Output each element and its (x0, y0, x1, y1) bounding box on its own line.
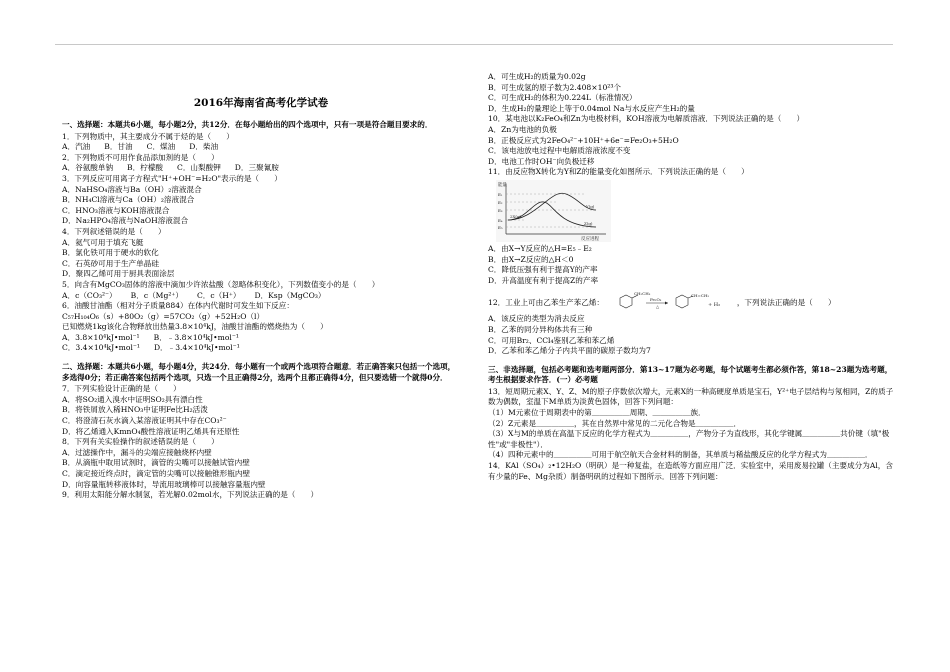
label-e5: E₅ (498, 224, 503, 230)
q7-option-a: A．将SO₂通入溴水中证明SO₂具有漂白性 (62, 394, 203, 404)
q12-prefix: 12．工业上可由乙苯生产苯乙烯： (488, 298, 604, 308)
label-y: Y(g) (586, 203, 595, 209)
q13-part-2: （2）Z元素是＿＿＿＿＿，其在自然界中常见的二元化合物是＿＿＿＿＿． (488, 418, 742, 428)
q4-option-d: D．聚四乙烯可用于厨具表面涂层 (62, 269, 175, 279)
section-2-heading: 二、选择题：本题共6小题，每小题4分，共24分．每小题有一个或两个选项符合题意．若正确答案只包括一个选项，多选得0分；若正确答案包括两个选项，只选一个且正确得2分，选两个且都正确得4分，但只要选错一个就得0分． (62, 362, 456, 382)
q10-option-c: C．该电池放电过程中电解质溶液浓度不变 (488, 146, 631, 156)
q6-equation: C₅₇H₁₀₄O₆（s）+80O₂（g）=57CO₂（g）+52H₂O（l） (62, 311, 265, 321)
q8-option-b: B．从滴瓶中取用试剂时，滴管的尖嘴可以接触试管内壁 (62, 458, 250, 468)
q6-option-d: D．﹣3.4×10⁴kJ•mol⁻¹ (153, 343, 240, 353)
q12-option-d: D．乙苯和苯乙烯分子内共平面的碳原子数均为7 (488, 346, 651, 356)
question-2-options (62, 163, 460, 174)
question-13: 13．短周期元素X、Y、Z、M的原子序数依次增大，元素X的一种高硬度单质是宝石，Y²⁺电子层结构与氖相同，Z的质子数为偶数，室温下M单质为淡黄色固体，回答下列问题： (488, 386, 894, 407)
q9-option-b: B．可生成氢的原子数为2.408×10²³个 (488, 82, 621, 92)
benzene-ring-icon (676, 295, 688, 308)
question-5-options (62, 291, 460, 302)
energy-diagram (496, 180, 611, 242)
benzene-ring-icon (620, 295, 632, 308)
question-14: 14．KAl（SO₄）₂•12H₂O（明矾）是一种复盐，在造纸等方面应用广泛．实验室中，采用废易拉罐（主要成分为Al，含有少量的Fe、Mg杂质）制备明矾的过程如下图所示．回答下列问题： (488, 461, 893, 481)
q2-option-b: B．柠檬酸 (127, 163, 164, 173)
label-e2: E₂ (498, 199, 503, 205)
q2-option-a: A．谷氨酸单钠 (62, 163, 114, 173)
q5-option-c: C．c（H⁺） (196, 290, 241, 300)
progress-axis-label: 反应进程 (581, 236, 599, 242)
vinyl-group: CH=CH₂ (691, 293, 710, 299)
q4-option-a: A．氦气可用于填充飞艇 (62, 237, 144, 247)
question-8: 8．下列有关实验操作的叙述错误的是（ ） (62, 437, 219, 447)
q10-option-a: A．Zn为电池的负极 (488, 124, 557, 134)
left-column (62, 96, 460, 501)
q6-text: 已知燃烧1kg该化合物释放出热量3.8×10⁴kJ，油酸甘油酯的燃烧热为（ ） (62, 322, 328, 332)
label-e1: E₁ (498, 191, 503, 197)
energy-axis-label: 能量 (498, 182, 507, 188)
q5-option-a: A．c（CO₃²⁻） (62, 290, 117, 300)
q12-suffix: ，下列说法正确的是（ ） (736, 298, 836, 308)
q11-option-d: D．升高温度有利于提高Z的产率 (488, 275, 599, 285)
q4-option-b: B．氯化铁可用于硬水的软化 (62, 248, 159, 258)
hydrogen-product: + H₂ (708, 302, 721, 309)
q1-option-d: D．柴油 (189, 142, 219, 152)
q12-option-b: B．乙苯的同分异构体共有三种 (488, 324, 593, 334)
exam-title: 2016年海南省高考化学试卷 (193, 97, 329, 109)
question-2: 2．下列物质不可用作食品添加剂的是（ ） (62, 152, 219, 162)
label-2x: 2X(g) (510, 213, 522, 219)
question-6-options-row2 (62, 343, 460, 354)
catalyst-label: Fe₂O₃ (650, 297, 662, 303)
q8-option-c: C．滴定接近终点时，滴定管的尖嘴可以接触锥形瓶内壁 (62, 469, 251, 478)
question-1: 1．下列物质中，其主要成分不属于烃的是（ ） (62, 131, 234, 141)
ethyl-group: CH₂CH₃ (634, 292, 651, 297)
reaction-scheme (610, 292, 730, 314)
question-6: 6．油酸甘油酯（相对分子质量884）在体内代谢时可发生如下反应： (62, 301, 294, 311)
q1-option-a: A．汽油 (62, 142, 91, 152)
question-10: 10．某电池以K₂FeO₄和Zn为电极材料，KOH溶液为电解质溶液．下列说法正确的是（ ） (488, 114, 805, 124)
question-1-options (62, 142, 460, 153)
q11-option-a: A．由X→Y反应的△H=E₅﹣E₂ (488, 243, 592, 253)
q4-option-c: C．石英砂可用于生产单晶硅 (62, 258, 159, 268)
svg-text:△: △ (656, 304, 660, 310)
q1-option-c: C．煤油 (146, 142, 176, 152)
question-9: 9．利用太阳能分解水制氢，若光解0.02mol水，下列说法正确的是（ ） (62, 490, 319, 500)
q1-option-b: B．甘油 (104, 142, 133, 152)
q12-option-c: C．可用Br₂、CCl₄鉴别乙苯和苯乙烯 (488, 335, 615, 345)
q7-option-b: B．将铁屑放入稀HNO₃中证明Fe比H₂活泼 (62, 405, 208, 415)
question-3: 3．下列反应可用离子方程式"H⁺+OH⁻=H₂O"表示的是（ ） (62, 173, 282, 183)
right-column (488, 72, 898, 482)
q5-option-b: B．c（Mg²⁺） (130, 290, 183, 300)
q3-option-b: B．NH₄Cl溶液与Ca（OH）₂溶液混合 (62, 195, 195, 205)
label-z: Z(g) (584, 220, 593, 226)
q8-option-d: D．向容量瓶转移液体时，导流用玻璃棒可以接触容量瓶内壁 (62, 479, 266, 489)
q13-part-1: （1）M元素位于周期表中的第＿＿＿＿＿周期、＿＿＿＿＿族． (488, 408, 706, 418)
q7-option-d: D．将乙烯通入KmnO₄酸性溶液证明乙烯具有还原性 (62, 426, 240, 436)
q10-option-d: D．电池工作时OH⁻向负极迁移 (488, 156, 595, 166)
q13-part-4: （4）四种元素中的＿＿＿＿＿可用于航空航天合金材料的制备，其单质与稀盐酸反应的化学方程式为＿＿＿＿＿． (488, 450, 873, 460)
question-4: 4．下列叙述错误的是（ ） (62, 226, 166, 236)
q8-option-a: A．过滤操作中，漏斗的尖端应接触烧杯内壁 (62, 447, 212, 457)
energy-diagram-figure (496, 180, 611, 242)
q7-option-c: C．将澄清石灰水滴入某溶液证明其中存在CO₃²⁻ (62, 416, 227, 426)
q6-option-c: C．3.4×10⁴kJ•mol⁻¹ (62, 343, 140, 353)
q9-option-d: D．生成H₂的量理论上等于0.04mol Na与水反应产生H₂的量 (488, 103, 695, 113)
q9-option-c: C．可生成H₂的体积为0.224L（标准情况） (488, 93, 637, 103)
question-7: 7．下列实验设计正确的是（ ） (62, 384, 181, 394)
q12-option-a: A．该反应的类型为消去反应 (488, 314, 585, 324)
section-3-heading: 三、非选择题，包括必考题和选考题两部分．第13~17题为必考题，每个试题考生都必须作答，第18~23题为选考题，考生根据要求作答．(一）必考题 (488, 364, 893, 385)
q5-option-d: D．Ksp（MgCO₃） (254, 290, 326, 300)
q3-option-d: D．Na₂HPO₄溶液与NaOH溶液混合 (62, 216, 189, 226)
q13-part-3: （3）X与M的单质在高温下反应的化学方程式为＿＿＿＿＿，产物分子为直线形，其化学键属＿＿＿＿＿共价键（填"极性"或"非极性"）． (488, 429, 890, 449)
q3-option-a: A．NaHSO₄溶液与Ba（OH）₂溶液混合 (62, 184, 202, 194)
q9-option-a: A．可生成H₂的质量为0.02g (488, 72, 586, 81)
q2-option-c: C．山梨酸钾 (177, 163, 221, 173)
q11-option-b: B．由X→Z反应的△H＜0 (488, 254, 574, 264)
header-rule (55, 44, 893, 45)
q10-option-b: B．正极反应式为2FeO₄²⁻+10H⁺+6e⁻=Fe₂O₃+5H₂O (488, 135, 679, 145)
q2-option-d: D．三聚氰胺 (234, 163, 279, 173)
label-e4: E₄ (498, 217, 503, 223)
q11-option-c: C．降低压强有利于提高Y的产率 (488, 265, 598, 275)
question-5: 5．向含有MgCO₃固体的溶液中滴加少许浓盐酸（忽略体积变化），下列数值变小的是（ ） (62, 279, 380, 289)
q6-option-a: A．3.8×10⁴kJ•mol⁻¹ (62, 332, 140, 342)
section-1-heading: 一、选择题：本题共6小题，每小题2分，共12分．在每小题给出的四个选项中，只有一项是符合题目要求的． (62, 120, 433, 129)
question-11: 11．由反应物X转化为Y和Z的能量变化如图所示．下列说法正确的是（ ） (488, 167, 749, 177)
label-e3: E₃ (498, 207, 503, 213)
q3-option-c: C．HNO₃溶液与KOH溶液混合 (62, 205, 170, 215)
question-12 (488, 292, 898, 314)
q6-option-b: B．﹣3.8×10⁴kJ•mol⁻¹ (153, 332, 239, 342)
question-6-options-row1 (62, 333, 460, 344)
